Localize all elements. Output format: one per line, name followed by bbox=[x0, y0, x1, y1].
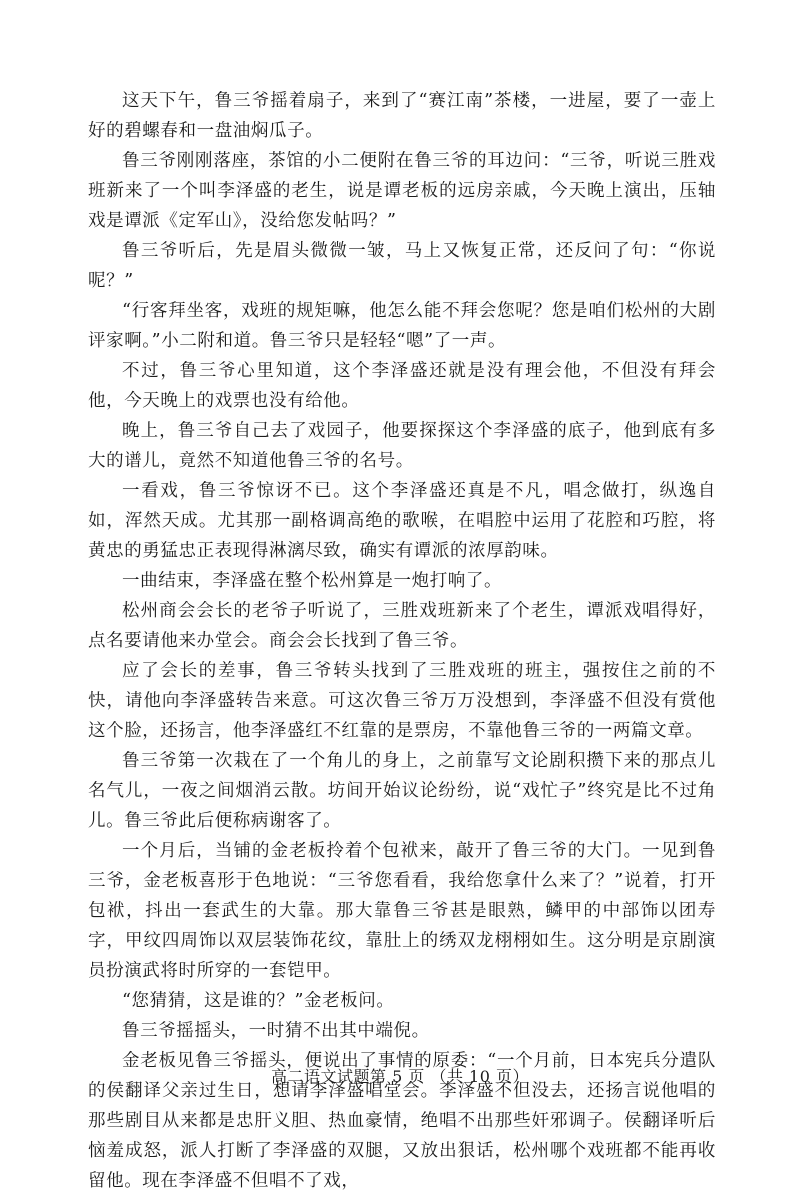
paragraph: 这天下午，鲁三爷摇着扇子，来到了“赛江南”茶楼，一进屋，要了一壶上好的碧螺春和一盘油焖瓜子。 bbox=[88, 91, 716, 141]
paragraph: 鲁三爷听后，先是眉头微微一皱，马上又恢复正常，还反问了句：“你说呢？” bbox=[88, 241, 716, 291]
paragraph: 不过，鲁三爷心里知道，这个李泽盛还就是没有理会他，不但没有拜会他，今天晚上的戏票也没有给他。 bbox=[88, 361, 716, 411]
paragraph: 晚上，鲁三爷自己去了戏园子，他要探探这个李泽盛的底子，他到底有多大的谱儿，竟然不知道他鲁三爷的名号。 bbox=[88, 421, 716, 471]
paragraph: 松州商会会长的老爷子听说了，三胜戏班新来了个老生，谭派戏唱得好，点名要请他来办堂会。商会会长找到了鲁三爷。 bbox=[88, 601, 716, 651]
paragraph: 鲁三爷刚刚落座，茶馆的小二便附在鲁三爷的耳边问：“三爷，听说三胜戏班新来了一个叫李泽盛的老生，说是谭老板的远房亲戚，今天晚上演出，压轴戏是谭派《定军山》，没给您发帖吗？” bbox=[88, 151, 716, 231]
story-text bbox=[88, 86, 716, 1196]
paragraph: 一个月后，当铺的金老板拎着个包袱来，敲开了鲁三爷的大门。一见到鲁三爷，金老板喜形于色地说：“三爷您看看，我给您拿什么来了？”说着，打开包袱，抖出一套武生的大靠。那大靠鲁三爷甚是眼熟，鳞甲的中部饰以团寿字，甲纹四周饰以双层装饰花纹，靠肚上的绣双龙栩栩如生。这分明是京剧演员扮演武将时所穿的一套铠甲。 bbox=[88, 841, 716, 981]
page-footer: 高二语文试题第 5 页 （共 10 页） bbox=[271, 1067, 529, 1086]
paragraph: 一曲结束，李泽盛在整个松州算是一炮打响了。 bbox=[122, 571, 503, 591]
paragraph: 应了会长的差事，鲁三爷转头找到了三胜戏班的班主，强按住之前的不快，请他向李泽盛转告来意。可这次鲁三爷万万没想到，李泽盛不但没有赏他这个脸，还扬言，他李泽盛红不红靠的是票房，不靠他鲁三爷的一两篇文章。 bbox=[88, 661, 716, 741]
paragraph: “行客拜坐客，戏班的规矩嘛，他怎么能不拜会您呢？您是咱们松州的大剧评家啊。”小二附和道。鲁三爷只是轻轻“嗯”了一声。 bbox=[88, 301, 716, 351]
paragraph: “您猜猜，这是谁的？”金老板问。 bbox=[122, 991, 395, 1011]
paragraph: 一看戏，鲁三爷惊讶不已。这个李泽盛还真是不凡，唱念做打，纵逸自如，浑然天成。尤其那一副格调高绝的歌喉，在唱腔中运用了花腔和巧腔，将黄忠的勇猛忠正表现得淋漓尽致，确实有谭派的浓厚韵味。 bbox=[88, 481, 716, 561]
paragraph: 鲁三爷摇摇头，一时猜不出其中端倪。 bbox=[122, 1021, 430, 1041]
paragraph: 鲁三爷第一次栽在了一个角儿的身上，之前靠写文论剧积攒下来的那点儿名气儿，一夜之间烟消云散。坊间开始议论纷纷，说“戏忙子”终究是比不过角儿。鲁三爷此后便称病谢客了。 bbox=[88, 751, 716, 831]
paragraph: 金老板见鲁三爷摇头，便说出了事情的原委：“一个月前，日本宪兵分遣队的侯翻译父亲过生日，想请李泽盛唱堂会。李泽盛不但没去，还扬言说他唱的那些剧目从来都是忠肝义胆、热血豪情，绝唱不出那些奸邪调子。侯翻译听后恼羞成怒，派人打断了李泽盛的双腿，又放出狠话，松州哪个戏班都不能再收留他。现在李泽盛不但唱不了戏， bbox=[88, 1051, 716, 1191]
